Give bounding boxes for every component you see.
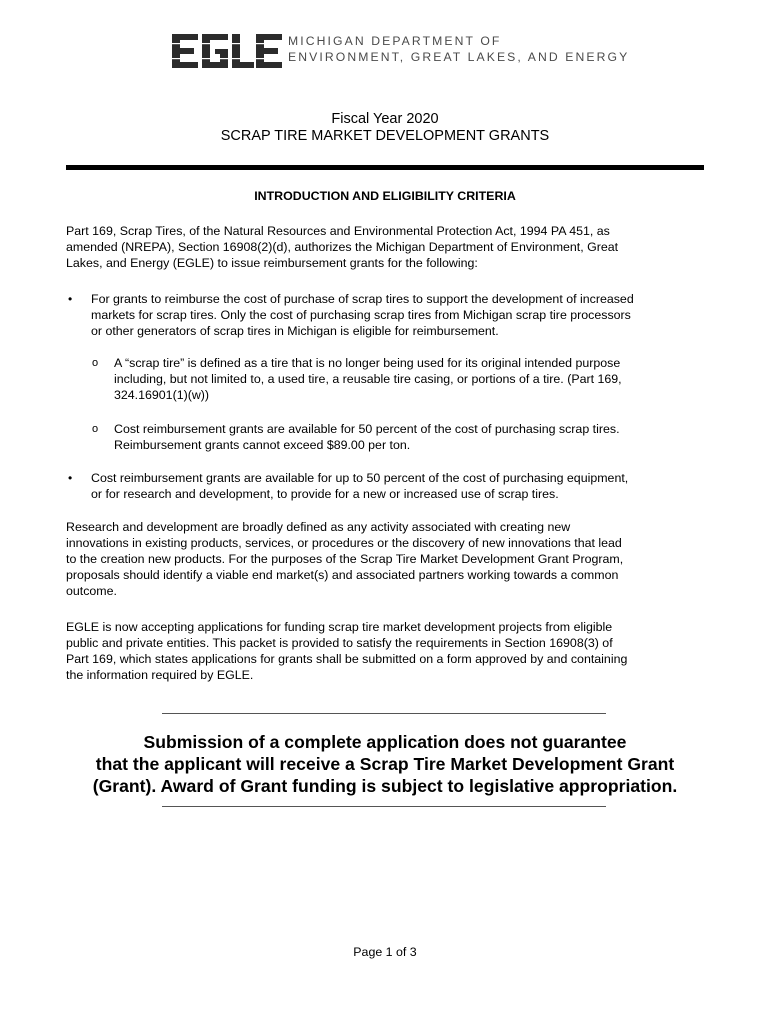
sub-bullet-marker: o [92, 357, 99, 369]
sub-bullet-item-1 [114, 355, 622, 403]
egle-line: EGLE is now accepting applications for funding scrap tire market development projects from eligible [66, 620, 613, 634]
notice-line: (Grant). Award of Grant funding is subject to legislative appropriation. [92, 776, 678, 796]
notice-bottom-rule [162, 806, 606, 807]
intro-paragraph [66, 223, 618, 271]
research-line: Research and development are broadly defined as any activity associated with creating new [66, 520, 571, 534]
title-divider [66, 165, 704, 170]
sub-bullet-marker: o [92, 423, 99, 435]
bullet-line: markets for scrap tires. Only the cost of purchasing scrap tires from Michigan scrap tire processors [91, 308, 631, 322]
intro-line: amended (NREPA), Section 16908(2)(d), authorizes the Michigan Department of Environment, Great [66, 240, 619, 254]
bullet-line: or for research and development, to provide for a new or increased use of scrap tires. [91, 487, 559, 501]
agency-name [288, 33, 630, 65]
research-line: proposals should identify a viable end market(s) and associated partners working towards a common [66, 568, 619, 582]
bullet-line: or other generators of scrap tires in Michigan is eligible for reimbursement. [91, 324, 499, 338]
sub-bullet-line: including, but not limited to, a used tire, a reusable tire casing, or portions of a tire. (Part 169, [114, 372, 622, 386]
intro-line: Part 169, Scrap Tires, of the Natural Resources and Environmental Protection Act, 1994 PA 451, as [66, 224, 610, 238]
document-title: SCRAP TIRE MARKET DEVELOPMENT GRANTS [220, 128, 550, 144]
sub-bullet-line: 324.16901(1)(w)) [114, 388, 210, 402]
notice-line: Submission of a complete application does not guarantee [143, 732, 627, 752]
sub-bullet-line: A “scrap tire” is defined as a tire that is no longer being used for its original intended purpose [114, 356, 621, 370]
egle-line: Part 169, which states applications for grants shall be submitted on a form approved by and containing [66, 652, 628, 666]
research-line: to the creation new products. For the purposes of the Scrap Tire Market Development Grant Program, [66, 552, 624, 566]
egle-line: the information required by EGLE. [66, 668, 254, 682]
agency-line-2: ENVIRONMENT, GREAT LAKES, AND ENERGY [288, 50, 630, 64]
bullet-item-1 [91, 291, 634, 339]
notice-top-rule [162, 713, 606, 714]
page-number: Page 1 of 3 [353, 945, 417, 959]
research-line: innovations in existing products, services, or procedures or the discovery of new innovations that lead [66, 536, 622, 550]
egle-line: public and private entities. This packet is provided to satisfy the requirements in Section 16908(3) of [66, 636, 613, 650]
agency-line-1: MICHIGAN DEPARTMENT OF [288, 34, 502, 48]
fiscal-year: Fiscal Year 2020 [331, 111, 439, 127]
egle-logo-icon [172, 34, 282, 68]
sub-bullet-line: Reimbursement grants cannot exceed $89.00 per ton. [114, 438, 411, 452]
egle-paragraph [66, 619, 627, 683]
intro-line: Lakes, and Energy (EGLE) to issue reimbursement grants for the following: [66, 256, 478, 270]
bullet-line: Cost reimbursement grants are available for up to 50 percent of the cost of purchasing equipment, [91, 471, 629, 485]
section-heading: INTRODUCTION AND ELIGIBILITY CRITERIA [254, 189, 516, 203]
research-line: outcome. [66, 584, 117, 598]
sub-bullet-line: Cost reimbursement grants are available for 50 percent of the cost of purchasing scrap tires. [114, 422, 620, 436]
notice-line: that the applicant will receive a Scrap Tire Market Development Grant [95, 754, 675, 774]
bullet-marker: • [68, 471, 73, 485]
sub-bullet-item-2 [114, 421, 620, 453]
bullet-line: For grants to reimburse the cost of purchase of scrap tires to support the development of increased [91, 292, 634, 306]
research-paragraph [66, 519, 623, 599]
bullet-item-2 [91, 470, 628, 502]
bullet-marker: • [68, 292, 73, 306]
